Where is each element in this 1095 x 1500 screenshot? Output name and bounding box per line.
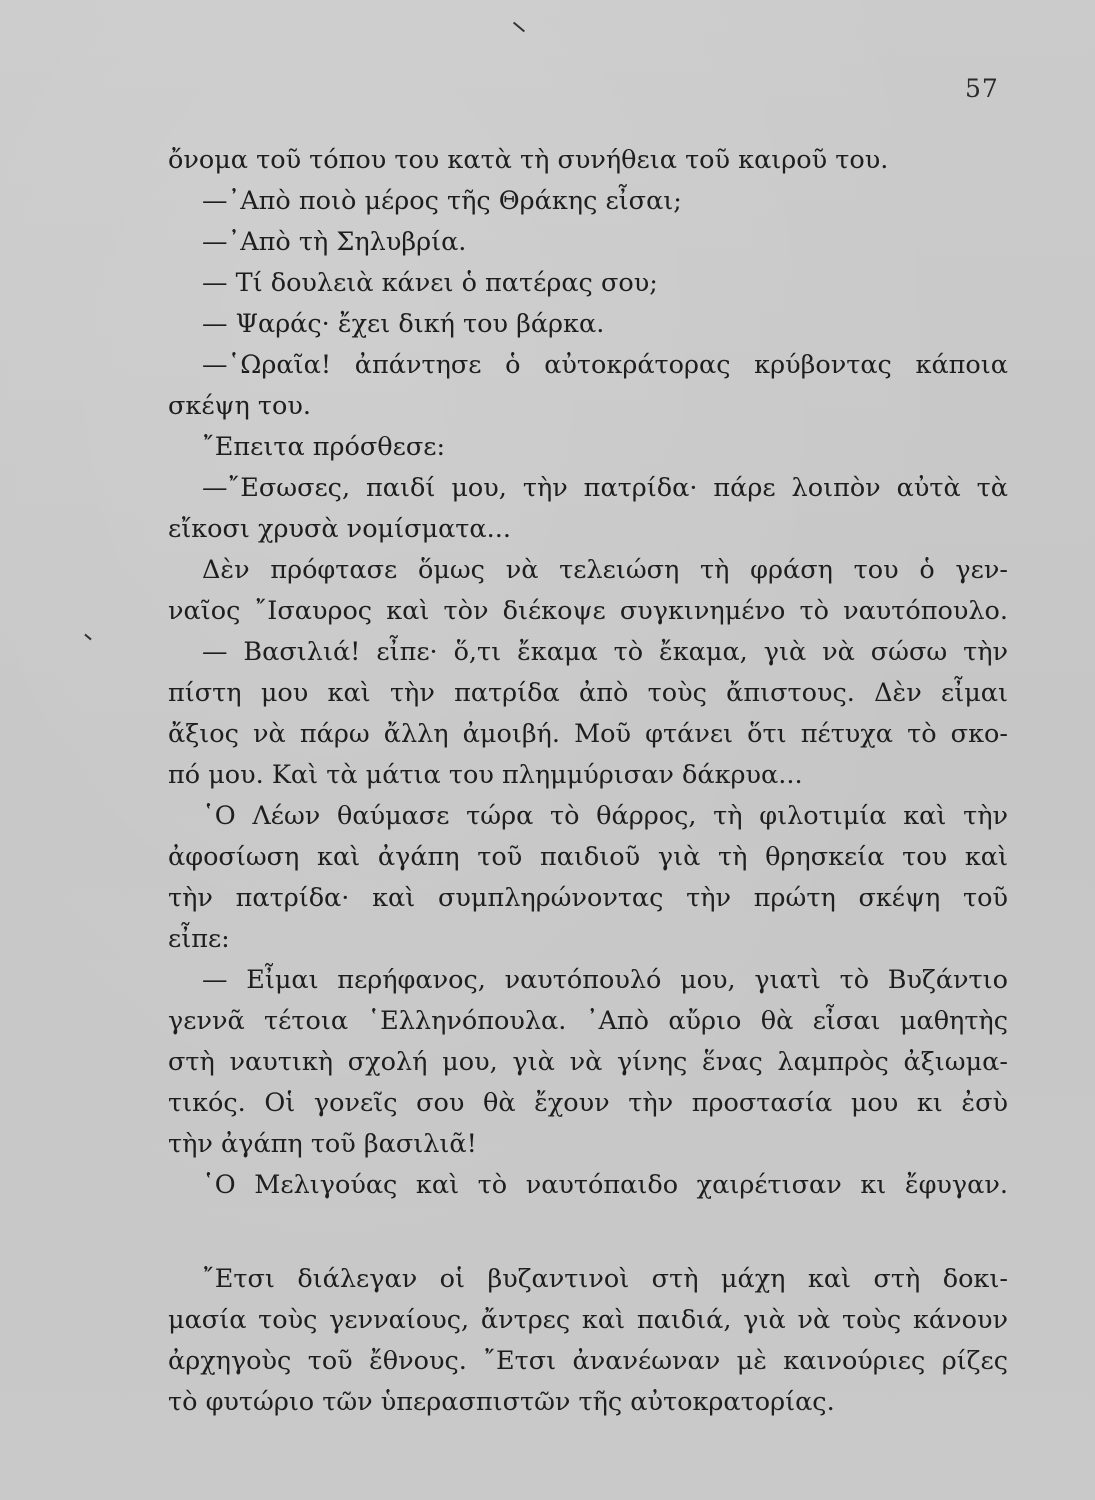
text-line: τὴν πατρίδα· καὶ συμπληρώνοντας τὴν πρώτη σκέψη τοῦ bbox=[168, 883, 1008, 913]
text-line: γεννᾶ τέτοια ῾Ελληνόπουλα. ᾿Απὸ αὔριο θὰ εἶσαι μαθητὴς bbox=[168, 1006, 1008, 1036]
text-line: ἄξιος νὰ πάρω ἄλλη ἀμοιβή. Μοῦ φτάνει ὅτι πέτυχα τὸ σκο- bbox=[168, 719, 1008, 749]
text-line: ὄνομα τοῦ τόπου του κατὰ τὴ συνήθεια τοῦ καιροῦ του. bbox=[168, 145, 889, 175]
text-line: τικός. Οἱ γονεῖς σου θὰ ἔχουν τὴν προστασία μου κι ἐσὺ bbox=[168, 1088, 1008, 1118]
text-line: ῾Ο Λέων θαύμασε τώρα τὸ θάρρος, τὴ φιλοτιμία καὶ τὴν bbox=[202, 801, 1008, 831]
text-line: πίστη μου καὶ τὴν πατρίδα ἀπὸ τοὺς ἄπιστους. Δὲν εἶμαι bbox=[168, 678, 1008, 708]
text-line: ἀφοσίωση καὶ ἀγάπη τοῦ παιδιοῦ γιὰ τὴ θρησκεία του καὶ bbox=[168, 842, 1008, 872]
text-line: — Τί δουλειὰ κάνει ὁ πατέρας σου; bbox=[202, 268, 658, 298]
text-line: Δὲν πρόφτασε ὅμως νὰ τελειώση τὴ φράση του ὁ γεν- bbox=[202, 555, 1008, 585]
text-line: μασία τοὺς γενναίους, ἄντρες καὶ παιδιά, γιὰ νὰ τοὺς κάνουν bbox=[168, 1305, 1008, 1335]
text-line: — Βασιλιά! εἶπε· ὅ,τι ἔκαμα τὸ ἔκαμα, γιὰ νὰ σώσω τὴν bbox=[202, 637, 1008, 667]
text-line: εἶπε: bbox=[168, 924, 230, 954]
text-line: ἀρχηγοὺς τοῦ ἔθνους. ῎Ετσι ἀνανέωναν μὲ καινούριες ρίζες bbox=[168, 1346, 1008, 1376]
ink-mark bbox=[84, 634, 91, 641]
text-line: ῾Ο Μελιγούας καὶ τὸ ναυτόπαιδο χαιρέτισαν κι ἔφυγαν. bbox=[202, 1170, 1008, 1200]
text-line: —᾿Απὸ τὴ Σηλυβρία. bbox=[202, 227, 467, 257]
ink-mark bbox=[513, 22, 525, 33]
text-line: —᾿Απὸ ποιὸ μέρος τῆς Θράκης εἶσαι; bbox=[202, 186, 682, 216]
text-line: πό μου. Καὶ τὰ μάτια του πλημμύρισαν δάκρυα... bbox=[168, 760, 803, 790]
text-line: σκέψη του. bbox=[168, 391, 312, 421]
text-line: ναῖος ῎Ισαυρος καὶ τὸν διέκοψε συγκινημένο τὸ ναυτόπουλο. bbox=[168, 596, 1008, 626]
text-line: εἴκοσι χρυσὰ νομίσματα... bbox=[168, 514, 511, 544]
page-number: 57 bbox=[965, 74, 999, 103]
text-line: — Εἶμαι περήφανος, ναυτόπουλό μου, γιατὶ τὸ Βυζάντιο bbox=[202, 965, 1008, 995]
text-line: —῎Εσωσες, παιδί μου, τὴν πατρίδα· πάρε λοιπὸν αὐτὰ τὰ bbox=[202, 473, 1008, 503]
text-line: ῎Ετσι διάλεγαν οἱ βυζαντινοὶ στὴ μάχη καὶ στὴ δοκι- bbox=[202, 1264, 1008, 1294]
body-text bbox=[168, 140, 1008, 1423]
text-line: —῾Ωραῖα! ἀπάντησε ὁ αὐτοκράτορας κρύβοντας κάποια bbox=[202, 350, 1008, 380]
text-line: στὴ ναυτικὴ σχολή μου, γιὰ νὰ γίνης ἕνας λαμπρὸς ἀξιωμα- bbox=[168, 1047, 1008, 1077]
paragraph-gap bbox=[168, 1206, 1008, 1259]
text-line: ῎Επειτα πρόσθεσε: bbox=[202, 432, 446, 462]
text-line: τὴν ἀγάπη τοῦ βασιλιᾶ! bbox=[168, 1129, 477, 1159]
text-line: — Ψαράς· ἔχει δική του βάρκα. bbox=[202, 309, 605, 339]
text-line: τὸ φυτώριο τῶν ὑπερασπιστῶν τῆς αὐτοκρατορίας. bbox=[168, 1387, 835, 1417]
